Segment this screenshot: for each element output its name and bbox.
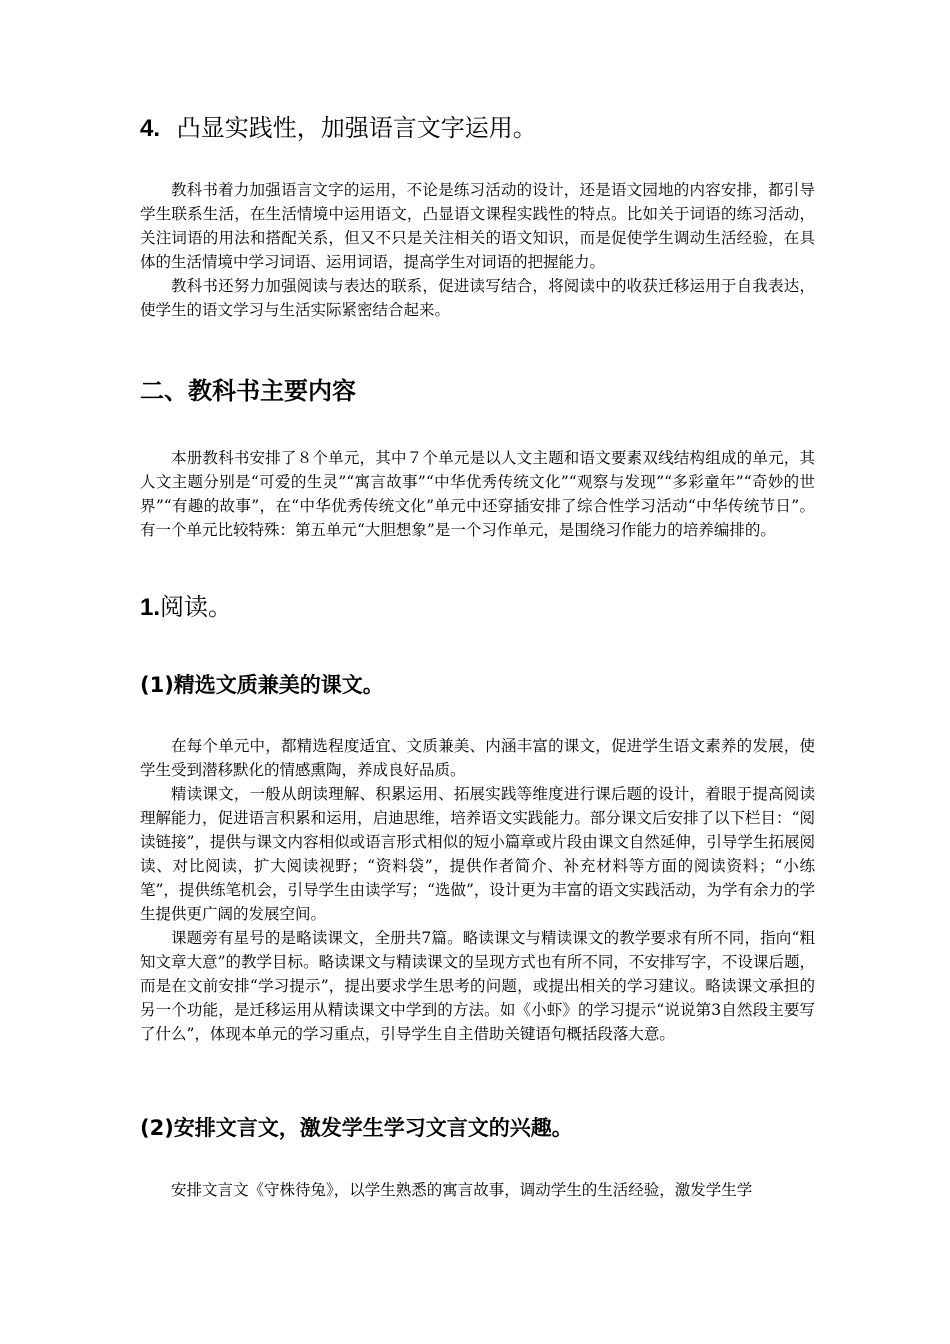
paragraph: 课题旁有星号的是略读课文，全册共7篇。略读课文与精读课文的教学要求有所不同，指向“粗知文章大意”的教学目标。略读课文与精读课文的呈现方式也有所不同，不安排写字，不设课后题，而是在文前安排“学习提示”，提出要求学生思考的问题，或提出相关的学习建议。略读课文承担的另一个功能，是迁移运用从精读课文中学到的方法。如《小虾》的学习提示“说说第3自然段主要写了什么”，体现本单元的学习重点，引导学生自主借助关键语句概括段落大意。	[140, 929, 815, 1043]
paragraph: 本册教科书安排了８个单元，其中７个单元是以人文主题和语文要素双线结构组成的单元，其人文主题分别是“可爱的生灵”“寓言故事”“中华优秀传统文化”“观察与发现”“多彩童年”“奇妙的世界”“有趣的故事”，在“中华优秀传统文化”单元中还穿插安排了综合性学习活动“中华传统节日”。有一个单元比较特殊：第五单元“大胆想象”是一个习作单元，是围绕习作能力的培养编排的。	[140, 449, 815, 539]
paragraph: 教科书着力加强语言文字的运用，不论是练习活动的设计，还是语文园地的内容安排，都引导学生联系生活，在生活情境中运用语文，凸显语文课程实践性的特点。比如关于词语的练习活动，关注词语的用法和搭配关系，但又不只是关注相关的语文知识，而是促使学生调动生活经验，在具体的生活情境中学习词语、运用词语，提高学生对词语的把握能力。	[140, 181, 815, 271]
reading-title: 阅读。	[160, 593, 233, 621]
paragraph: 精读课文，一般从朗读理解、积累运用、拓展实践等维度进行课后题的设计，着眼于提高阅读理解能力，促进语言积累和运用，启迪思维，培养语文实践能力。部分课文后安排了以下栏目：“阅读链接”，提供与课文内容相似或语言形式相似的短小篇章或片段由课文自然延伸，引导学生拓展阅读、对比阅读，扩大阅读视野；“资料袋”，提供作者简介、补充材料等方面的阅读资料；“小练笔”，提供练笔机会，引导学生由读学写；“选做”，设计更为丰富的语文实践活动，为学有余力的学生提供更广阔的发展空间。	[140, 785, 815, 923]
subsection-1-body	[140, 734, 815, 1046]
section-4-number: 4.	[140, 115, 161, 142]
reading-heading	[140, 592, 815, 623]
paragraph: 在每个单元中，都精选程度适宜、文质兼美、内涵丰富的课文，促进学生语文素养的发展，使学生受到潜移默化的情感熏陶，养成良好品质。	[140, 737, 815, 779]
paragraph: 安排文言文《守株待兔》，以学生熟悉的寓言故事，调动学生的生活经验，激发学生学	[171, 1181, 753, 1199]
chapter-2-heading: 二、教科书主要内容	[140, 377, 356, 405]
chapter-2-body	[140, 446, 815, 542]
section-4-heading	[140, 113, 815, 144]
subsection-1-heading: (1)精选文质兼美的课文。	[140, 673, 384, 697]
section-4-title: 凸显实践性，加强语言文字运用。	[176, 114, 537, 142]
paragraph: 教科书还努力加强阅读与表达的联系，促进读写结合，将阅读中的收获迁移运用于自我表达，使学生的语文学习与生活实际紧密结合起来。	[140, 277, 815, 319]
subsection-2-heading: (2)安排文言文，激发学生学习文言文的兴趣。	[140, 1116, 573, 1140]
section-4-body	[140, 178, 815, 322]
subsection-2-body	[140, 1178, 815, 1202]
reading-number: 1.	[140, 594, 161, 621]
